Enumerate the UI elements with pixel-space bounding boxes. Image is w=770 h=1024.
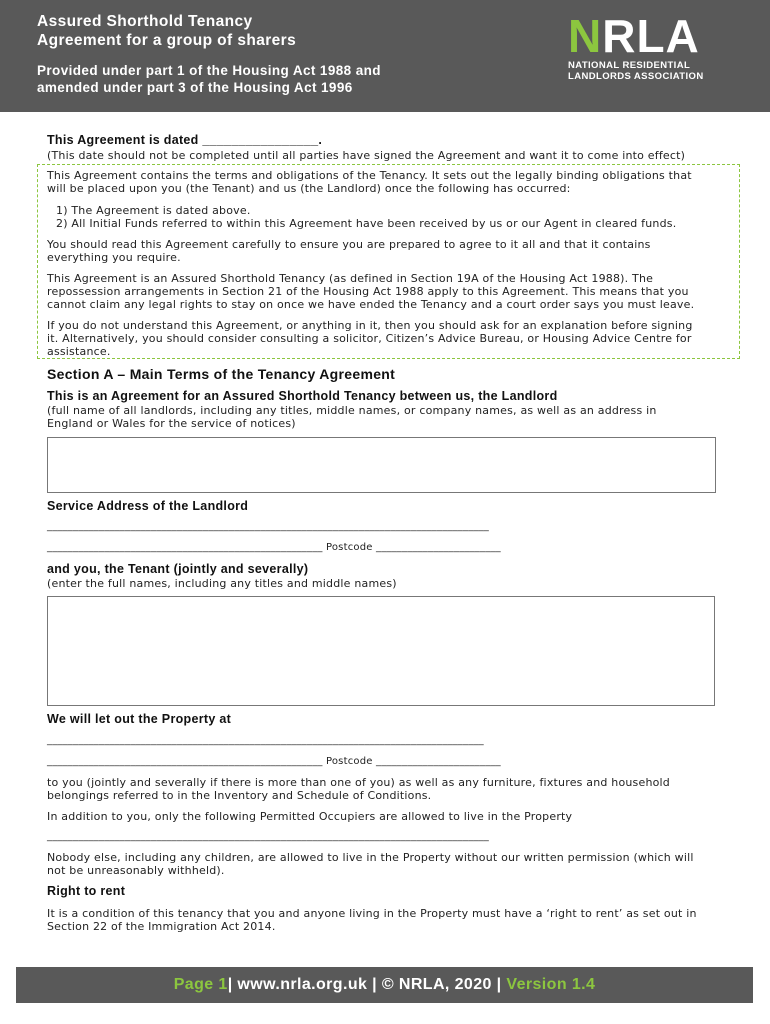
nobody-line-1: Nobody else, including any children, are allowed to live in the Property without our written permission (which will [47,851,694,864]
landlord-heading: This is an Agreement for an Assured Shorthold Tenancy between us, the Landlord [47,389,558,403]
intro-p4-line-2: it. Alternatively, you should consider consulting a solicitor, Citizen’s Advice Bureau, or Housing Advice Centre for [47,332,692,345]
landlord-note-line-2: England or Wales for the service of notices) [47,417,296,430]
landlord-note-line-1: (full name of all landlords, including any titles, middle names, or company names, as well as an address in [47,404,657,417]
footer-version: Version 1.4 [506,976,596,993]
tenant-heading: and you, the Tenant (jointly and severally) [47,562,309,576]
nobody-else-paragraph [47,851,694,877]
footer-page-number: Page 1 [173,976,228,993]
intro-p2-line-1: You should read this Agreement carefully to ensure you are prepared to agree to it all and that it contains [47,238,651,251]
landlord-name-field[interactable] [47,437,716,493]
logo-rla: RLA [602,10,700,62]
logo-text-line-1: NATIONAL RESIDENTIAL [568,60,691,71]
title-line-2: Agreement for a group of sharers [37,32,297,49]
tenant-names-field[interactable] [47,596,715,706]
subtitle-line-2: amended under part 3 of the Housing Act 1996 [37,80,353,95]
footer-site-copyright: | www.nrla.org.uk | © NRLA, 2020 | [227,976,507,993]
property-heading: We will let out the Property at [47,712,232,726]
intro-p1-line-1: This Agreement contains the terms and obligations of the Tenancy. It sets out the legally binding obligations that [47,169,692,182]
property-p1-line-1: to you (jointly and severally if there is more than one of you) as well as any furniture, fixtures and household [47,776,670,789]
landlord-note [47,404,657,430]
nobody-line-2: not be unreasonably withheld). [47,864,225,877]
property-paragraph [47,776,670,802]
right-to-rent-heading: Right to rent [47,884,126,898]
logo-n: N [568,10,603,62]
intro-p3-line-1: This Agreement is an Assured Shorthold Tenancy (as defined in Section 19A of the Housing Act 1988). The [47,272,654,285]
rtr-line-2: Section 22 of the Immigration Act 2014. [47,920,276,933]
service-address-heading: Service Address of the Landlord [47,499,249,513]
rtr-line-1: It is a condition of this tenancy that you and anyone living in the Property must have a ‘right to rent’ as set out in [47,907,697,920]
page-footer [16,967,753,1003]
intro-p2-line-2: everything you require. [47,251,181,264]
intro-p4-line-3: assistance. [47,345,111,358]
intro-condition-2: 2) All Initial Funds referred to within this Agreement have been received by us or our Agent in cleared funds. [56,217,677,230]
intro-p1-line-2: will be placed upon you (the Tenant) and us (the Landlord) once the following has occurred: [47,182,571,195]
document-header [0,0,770,112]
logo-mark [568,10,738,62]
intro-condition-1: 1) The Agreement is dated above. [56,204,251,217]
intro-p3-line-2: repossession arrangements in Section 21 of the Housing Act 1988 apply to this Agreement. This means that you [47,285,689,298]
property-p1-line-2: belongings referred to in the Inventory and Schedule of Conditions. [47,789,432,802]
document-subtitle [37,62,477,96]
intro-paragraph-4 [47,319,693,358]
property-address-line-1[interactable]: ____________________________________________________________________________________ [47,735,484,746]
title-line-1: Assured Shorthold Tenancy [37,13,253,30]
agreement-dated-note: (This date should not be completed until all parties have signed the Agreement and want it to come into effect) [47,149,686,162]
logo-text [568,60,738,82]
permitted-occupiers-text: In addition to you, only the following Permitted Occupiers are allowed to live in the Property [47,810,573,823]
intro-paragraph-3 [47,272,694,311]
agreement-dated-label: This Agreement is dated ________________. [47,133,323,147]
intro-p4-line-1: If you do not understand this Agreement, or anything in it, then you should ask for an explanation before signing [47,319,693,332]
intro-p3-line-3: cannot claim any legal rights to stay on once we have ended the Tenancy and a court order says you must leave. [47,298,695,311]
service-address-line-1[interactable]: _____________________________________________________________________________________ [47,521,489,532]
document-title [37,12,437,50]
subtitle-line-1: Provided under part 1 of the Housing Act 1988 and [37,63,381,78]
property-address-line-2[interactable]: _____________________________________________________ Postcode ________________________ [47,756,501,767]
tenant-note: (enter the full names, including any titles and middle names) [47,577,397,590]
right-to-rent-paragraph [47,907,697,933]
intro-paragraph-2 [47,238,651,264]
service-address-line-2[interactable]: _____________________________________________________ Postcode ________________________ [47,542,501,553]
section-a-heading: Section A – Main Terms of the Tenancy Agreement [47,366,396,382]
intro-conditions-list [56,204,676,230]
intro-paragraph-1 [47,169,692,195]
permitted-occupiers-line[interactable]: _____________________________________________________________________________________ [47,831,489,842]
nrla-logo [568,10,738,86]
logo-text-line-2: LANDLORDS ASSOCIATION [568,71,704,82]
